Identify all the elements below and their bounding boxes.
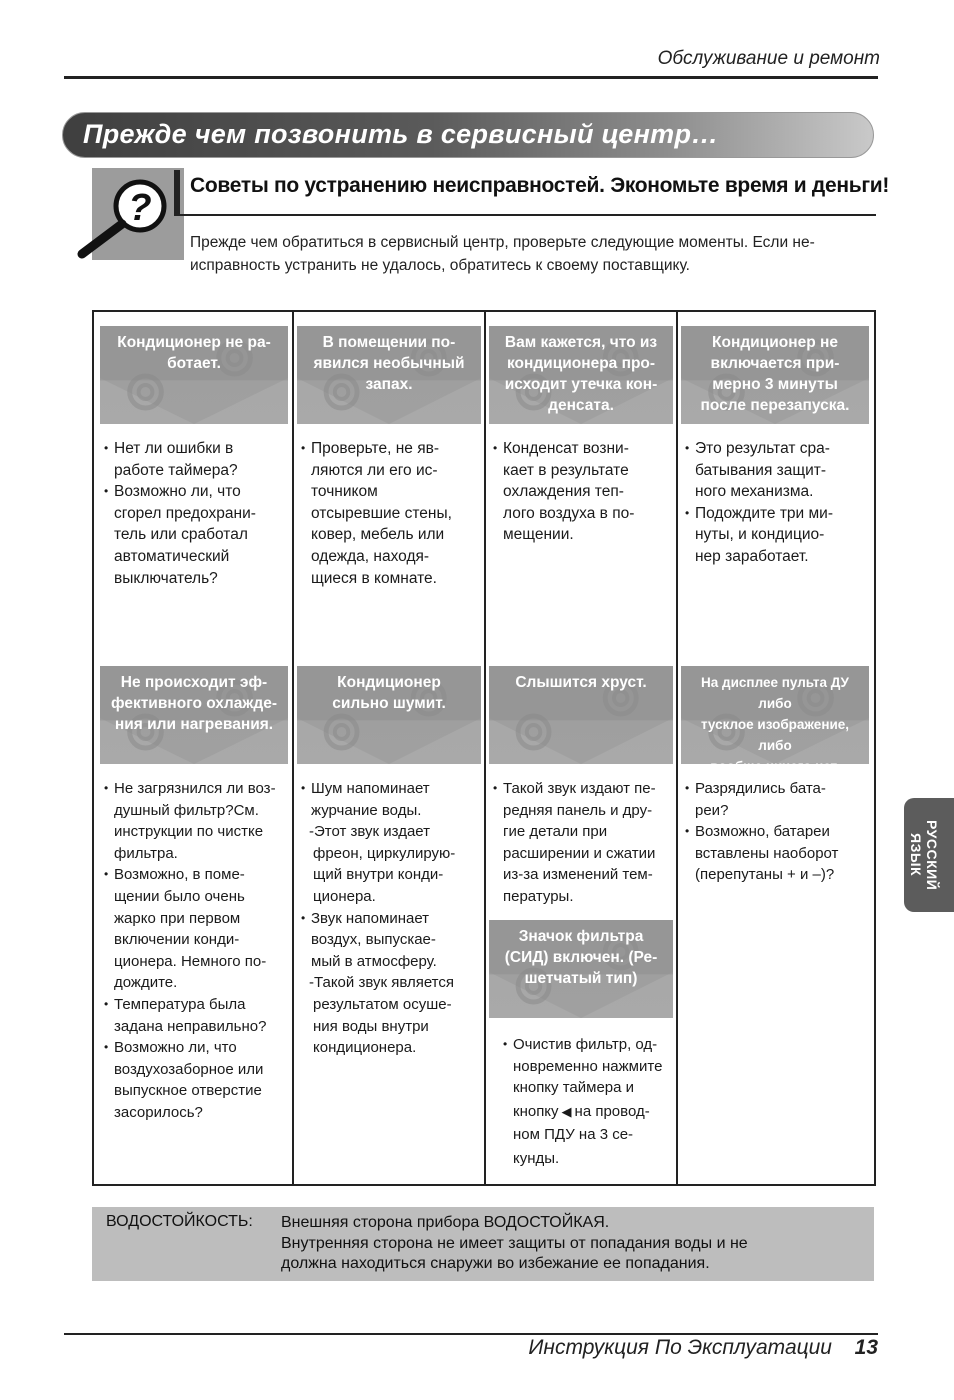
solution-line: -Такой звук является bbox=[309, 974, 454, 992]
problem-title bbox=[683, 332, 867, 416]
solution-line: гие детали при bbox=[503, 823, 608, 841]
solution-line: редняя панель и дру- bbox=[503, 801, 653, 819]
problem-title-line: денсата. bbox=[548, 397, 614, 414]
solution-item bbox=[299, 438, 479, 589]
bottom-divider bbox=[64, 1333, 878, 1335]
solution-item bbox=[683, 438, 867, 503]
waterproof-note bbox=[92, 1207, 874, 1281]
solution-line: жарко при первом bbox=[114, 909, 241, 927]
problem-title bbox=[102, 672, 286, 735]
solution-word: кнопку bbox=[513, 1102, 559, 1120]
problem-title bbox=[683, 672, 867, 777]
solution-line: реи? bbox=[695, 801, 729, 819]
solution-line: • Шум напоминает bbox=[311, 780, 430, 797]
solution-line: • Не загрязнился ли воз- bbox=[114, 780, 276, 797]
solution-line: одежда, находя- bbox=[311, 547, 430, 565]
solution-line: воздух, выпускае- bbox=[311, 931, 436, 949]
problem-header bbox=[489, 920, 673, 1018]
solution-line: • Подождите три ми- bbox=[695, 504, 833, 522]
waterproof-line: Внешняя сторона прибора ВОДОСТОЙКАЯ. bbox=[281, 1214, 610, 1231]
solution-line: ковер, мебель или bbox=[311, 526, 445, 544]
solution-line: мый в атмосферу. bbox=[311, 952, 437, 970]
solution-line: щий внутри конди- bbox=[313, 866, 444, 884]
problem-title-line: шетчатый тип) bbox=[524, 970, 638, 987]
problem-title-line: ния или нагревания. bbox=[114, 716, 274, 733]
solution-line: вставлены наоборот bbox=[695, 844, 839, 862]
solution-line: новременно нажмите bbox=[513, 1057, 663, 1075]
waterproof-line: Внутренняя сторона не имеет защиты от попадания воды и не bbox=[281, 1234, 748, 1252]
problem-title bbox=[491, 926, 671, 989]
solution-word: на провод- bbox=[574, 1102, 650, 1120]
magnifier-question-icon bbox=[76, 168, 184, 260]
problem-header bbox=[100, 326, 288, 424]
problem-header bbox=[681, 326, 869, 424]
solution-line: • Возможно, в поме- bbox=[114, 866, 245, 884]
subtitle-divider bbox=[174, 214, 876, 216]
solution-line: выключатель? bbox=[114, 569, 218, 587]
waterproof-text bbox=[281, 1213, 861, 1275]
problem-title-line: Кондиционер не ра- bbox=[117, 334, 271, 351]
solution-line: результатом осуше- bbox=[313, 995, 452, 1013]
solution-line: • Возможно ли, что bbox=[114, 483, 241, 501]
problem-title-line: явился необычный bbox=[313, 355, 465, 372]
solution-line: кает в результате bbox=[503, 461, 629, 479]
solution-line: лого воздуха в по- bbox=[503, 504, 635, 522]
language-tab-label: РУССКИЙ ЯЗЫК bbox=[908, 819, 940, 891]
problem-title-line: ботает. bbox=[167, 355, 221, 372]
problem-title-line: Кондиционер bbox=[337, 674, 441, 691]
solution-line: охлаждения теп- bbox=[503, 483, 624, 501]
problem-header bbox=[297, 666, 481, 764]
problem-title-line: кондиционера про- bbox=[506, 355, 656, 372]
solution-line: • Разрядились бата- bbox=[695, 780, 826, 797]
solution-line: • Температура была bbox=[114, 995, 246, 1013]
solution-item bbox=[299, 908, 479, 973]
solution-line: щении было очень bbox=[114, 887, 245, 905]
problem-solution bbox=[299, 778, 479, 1059]
problem-title-line: исходит утечка кон- bbox=[504, 376, 658, 393]
solution-line bbox=[513, 1101, 677, 1123]
page-banner bbox=[62, 112, 874, 158]
solution-item bbox=[102, 994, 286, 1037]
problem-title-line: вообще ничего нет. bbox=[710, 759, 840, 774]
solution-line: (перепутаны + и –)? bbox=[695, 866, 835, 884]
subtitle: Советы по устранению неисправностей. Экономьте время и деньги! bbox=[190, 174, 890, 197]
solution-line: • Звук напоминает bbox=[311, 909, 430, 927]
solution-line: дождите. bbox=[114, 974, 178, 992]
problem-title-line: На дисплее пульта ДУ либо bbox=[701, 675, 849, 711]
solution-line: ляются ли его ис- bbox=[311, 461, 438, 479]
solution-line: душный фильтр?См. bbox=[114, 801, 259, 819]
problem-title-line: тусклое изображение, либо bbox=[700, 717, 850, 753]
problem-title-line: запах. bbox=[365, 376, 413, 393]
solution-item bbox=[102, 778, 286, 864]
problem-title-line: Кондиционер не bbox=[712, 334, 838, 351]
solution-line: воздухозаборное или bbox=[114, 1060, 264, 1078]
solution-line: кнопку таймера и bbox=[513, 1079, 635, 1097]
problem-solution bbox=[491, 438, 671, 546]
language-tab bbox=[904, 798, 954, 912]
problem-solution bbox=[102, 438, 286, 589]
solution-line: нер заработает. bbox=[695, 547, 809, 565]
page-number: 13 bbox=[854, 1336, 878, 1359]
svg-text:?: ? bbox=[128, 187, 152, 229]
problem-title-line: включается при- bbox=[710, 355, 840, 372]
solution-subitem bbox=[299, 972, 479, 1058]
problem-header bbox=[489, 326, 673, 424]
solution-line: • Проверьте, не яв- bbox=[311, 440, 439, 457]
problem-title bbox=[491, 332, 671, 416]
solution-line: инструкции по чистке bbox=[114, 823, 264, 841]
solution-item bbox=[683, 821, 867, 886]
solution-item bbox=[102, 438, 286, 481]
problem-header bbox=[100, 666, 288, 764]
column-divider bbox=[484, 312, 486, 1184]
solution-line: нуты, и кондицио- bbox=[695, 526, 825, 544]
solution-line: сгорел предохрани- bbox=[114, 504, 256, 522]
banner-title: Прежде чем позвонить в сервисный центр… bbox=[83, 119, 719, 149]
solution-line: фильтра. bbox=[114, 844, 178, 862]
solution-item bbox=[491, 778, 671, 908]
problem-solution bbox=[491, 778, 671, 908]
problem-solution bbox=[683, 778, 867, 886]
problem-solution bbox=[102, 778, 286, 1124]
solution-line: пературы. bbox=[503, 887, 574, 905]
solution-line: • Конденсат возни- bbox=[503, 440, 629, 457]
footer-title: Инструкция По Эксплуатации bbox=[528, 1336, 832, 1359]
filter-solution bbox=[501, 1034, 677, 1170]
problem-title bbox=[299, 672, 479, 714]
solution-subitem bbox=[299, 821, 479, 907]
solution-line: из-за изменений тем- bbox=[503, 866, 653, 884]
waterproof-line: должна находиться снаружи во избежание ее попадания. bbox=[281, 1255, 710, 1272]
solution-item bbox=[683, 503, 867, 568]
solution-line: журчание воды. bbox=[311, 801, 422, 819]
solution-line: автоматический bbox=[114, 547, 230, 565]
solution-item bbox=[102, 864, 286, 994]
solution-item bbox=[683, 778, 867, 821]
problem-title-line: В помещении по- bbox=[322, 334, 456, 351]
problem-title-line: Вам кажется, что из bbox=[504, 334, 658, 351]
solution-line: ционера. bbox=[313, 887, 376, 905]
intro-text: Прежде чем обратиться в сервисный центр, проверьте следующие моменты. Если не-исправность устранить не удалось, обратитесь к своему поставщику. bbox=[190, 234, 815, 274]
problem-title-line: Не происходит эф- bbox=[120, 674, 268, 691]
problem-title-line: мерно 3 минуты bbox=[712, 376, 838, 393]
problem-title bbox=[102, 332, 286, 374]
problem-title-line: Слышится хруст. bbox=[515, 674, 647, 691]
problem-title-line: Значок фильтра bbox=[518, 928, 644, 945]
solution-line: ционера. Немного по- bbox=[114, 952, 267, 970]
solution-line: ного механизма. bbox=[695, 483, 814, 501]
solution-line: ния воды внутри bbox=[313, 1017, 429, 1035]
left-arrow-icon: ◀ bbox=[561, 1103, 572, 1119]
solution-line: отсыревшие стены, bbox=[311, 504, 452, 522]
solution-line: щиеся в комнате. bbox=[311, 569, 437, 587]
solution-line: • Возможно, батареи bbox=[695, 823, 830, 841]
problem-header bbox=[681, 666, 869, 774]
solution-line: засорилось? bbox=[114, 1103, 203, 1121]
problem-title-line: сильно шумит. bbox=[332, 695, 446, 712]
solution-item bbox=[102, 1037, 286, 1123]
section-title: Обслуживание и ремонт bbox=[657, 48, 880, 69]
problem-title-line: (СИД) включен. (Ре- bbox=[504, 949, 658, 966]
problem-header bbox=[489, 666, 673, 764]
solution-line: задана неправильно? bbox=[114, 1017, 267, 1035]
solution-line: ном ПДУ на 3 се- bbox=[513, 1126, 634, 1144]
solution-line: • Возможно ли, что bbox=[114, 1039, 237, 1057]
solution-line: фреон, циркулирую- bbox=[313, 844, 456, 862]
problem-solution bbox=[299, 438, 479, 589]
solution-line: мещении. bbox=[503, 526, 574, 544]
solution-line: • Нет ли ошибки в bbox=[114, 440, 234, 457]
solution-item bbox=[491, 438, 671, 546]
problem-header bbox=[297, 326, 481, 424]
solution-item bbox=[102, 481, 286, 589]
solution-line: включении конди- bbox=[114, 931, 240, 949]
solution-item bbox=[299, 778, 479, 821]
solution-line: точником bbox=[311, 483, 378, 501]
subtitle-accent bbox=[174, 170, 180, 214]
solution-line: кондиционера. bbox=[313, 1039, 417, 1057]
solution-line: тель или сработал bbox=[114, 526, 248, 544]
column-divider bbox=[292, 312, 294, 1184]
top-divider bbox=[64, 76, 878, 79]
solution-item bbox=[501, 1034, 677, 1170]
problem-title bbox=[491, 672, 671, 693]
problem-title bbox=[299, 332, 479, 395]
solution-line: • Такой звук издают пе- bbox=[503, 780, 656, 797]
solution-line: • Это результат сра- bbox=[695, 440, 830, 457]
solution-line: выпускное отверстие bbox=[114, 1082, 262, 1100]
waterproof-label: ВОДОСТОЙКОСТЬ: bbox=[106, 1213, 253, 1230]
problem-solution bbox=[683, 438, 867, 568]
solution-line: батывания защит- bbox=[695, 461, 827, 479]
problem-title-line: после перезапуска. bbox=[700, 397, 850, 414]
solution-line: расширении и сжатии bbox=[503, 844, 656, 862]
solution-line: -Этот звук издает bbox=[309, 823, 431, 841]
problem-title-line: фективного охлажде- bbox=[110, 695, 278, 712]
solution-line: кунды. bbox=[513, 1149, 560, 1167]
solution-line: • Очистив фильтр, од- bbox=[513, 1036, 658, 1053]
solution-line: работе таймера? bbox=[114, 461, 238, 479]
